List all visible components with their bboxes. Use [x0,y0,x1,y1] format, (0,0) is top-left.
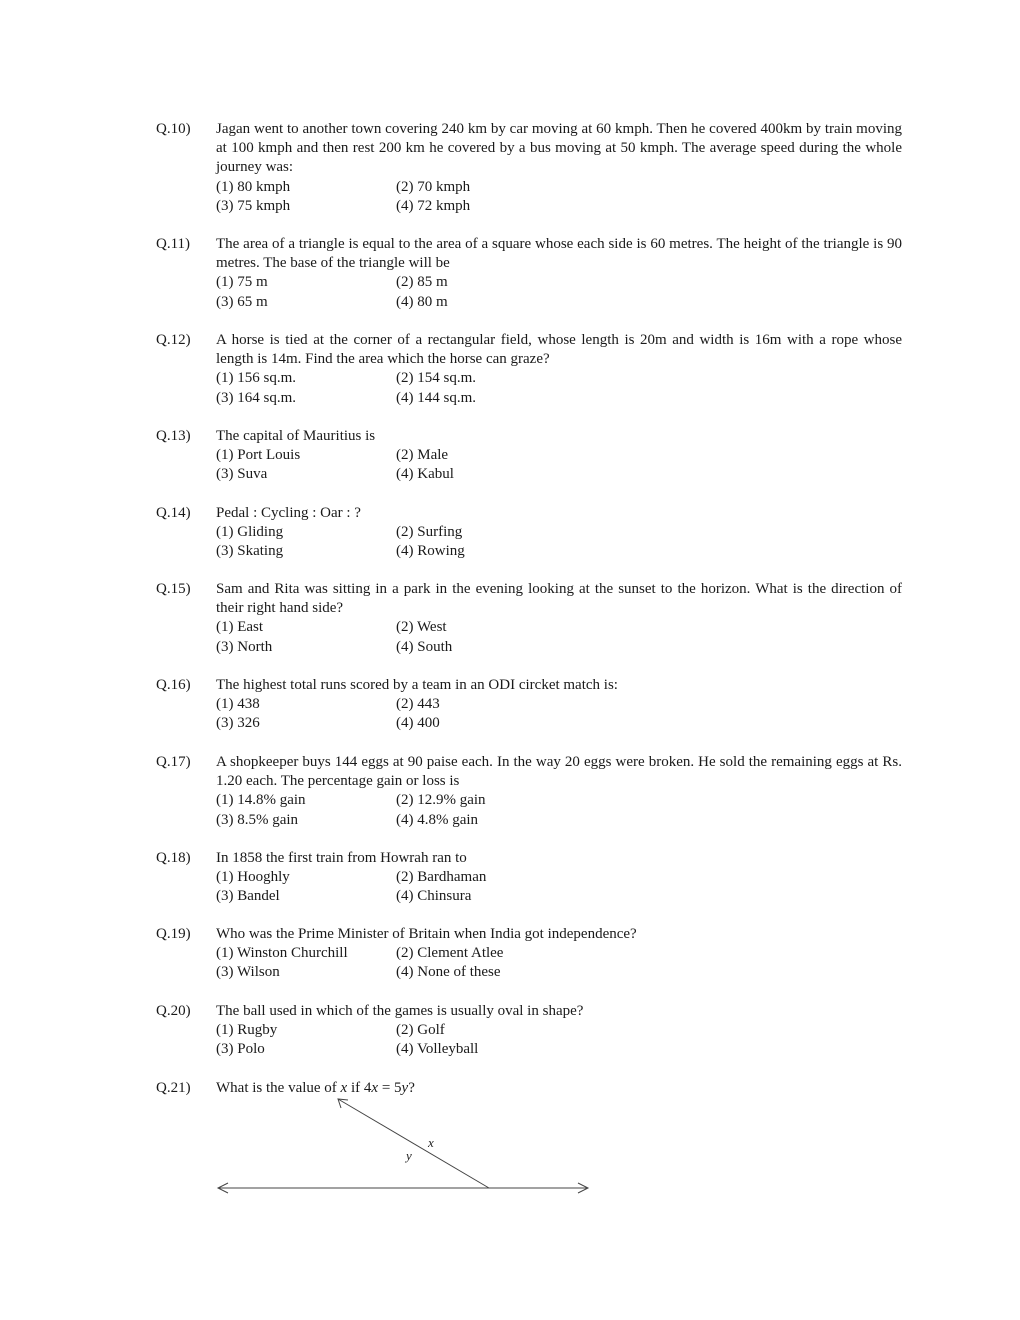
question-14 [156,504,902,562]
question-10 [156,120,902,216]
angle-diagram [214,1094,594,1194]
option-1: (1) 75 m [216,274,268,291]
question-number: Q.11) [156,236,191,252]
question-number: Q.19) [156,926,191,942]
text-part: ? [408,1080,415,1096]
option-4: (4) 80 m [396,293,448,310]
angle-diagram-svg [214,1094,594,1194]
question-number: Q.13) [156,428,191,444]
question-text: Pedal : Cycling : Oar : ? [216,505,361,521]
question-number: Q.10) [156,121,191,137]
question-16 [156,676,902,734]
option-4: (4) 72 kmph [396,197,471,214]
option-4: (4) Chinsura [396,888,472,905]
question-11 [156,235,902,312]
option-2: (2) 70 kmph [396,178,471,195]
option-1: (1) 438 [216,696,260,713]
option-1: (1) East [216,619,264,636]
question-text: The highest total runs scored by a team in an ODI circket match is: [216,677,618,693]
angle-label-y: y [406,1148,412,1163]
angle-label-x: x [428,1135,434,1150]
question-text: Jagan went to another town covering 240 km by car moving at 60 kmph. Then he covered 400km by train moving at 100 kmph and then rest 200 km he covered by a bus moving at 50 kmph. The average speed during the whole journey was: [216,121,902,176]
option-2: (2) Clement Atlee [396,945,504,962]
option-3: (3) 65 m [216,293,268,310]
option-3: (3) 164 sq.m. [216,389,296,406]
question-18 [156,849,902,907]
question-text: The capital of Mauritius is [216,428,376,444]
options [216,446,902,484]
question-text: A horse is tied at the corner of a rectangular field, whose length is 20m and width is 16m with a rope whose length is 14m. Find the area which the horse can graze? [216,332,902,368]
question-text: In 1858 the first train from Howrah ran to [216,850,467,866]
question-number: Q.21) [156,1080,191,1096]
option-1: (1) 156 sq.m. [216,370,296,387]
text-part: What is the value of [216,1080,341,1096]
option-1: (1) 80 kmph [216,178,291,195]
question-number: Q.15) [156,581,191,597]
option-3: (3) 75 kmph [216,197,291,214]
options [216,944,902,982]
option-2: (2) West [396,619,447,636]
option-3: (3) Bandel [216,888,280,905]
option-2: (2) Surfing [396,524,463,541]
question-number: Q.18) [156,850,191,866]
options [216,791,902,829]
option-4: (4) Kabul [396,466,454,483]
option-1: (1) Rugby [216,1022,278,1039]
question-number: Q.12) [156,332,191,348]
option-4: (4) Volleyball [396,1041,479,1058]
option-4: (4) South [396,638,453,655]
slanted-ray [338,1099,489,1188]
question-13 [156,427,902,485]
option-2: (2) 12.9% gain [396,792,486,809]
option-1: (1) 14.8% gain [216,792,306,809]
option-3: (3) North [216,638,273,655]
options [216,695,902,733]
question-number: Q.17) [156,754,191,770]
options [216,868,902,906]
question-20 [156,1002,902,1060]
question-12 [156,331,902,408]
question-number: Q.14) [156,505,191,521]
question-text: The ball used in which of the games is usually oval in shape? [216,1003,584,1019]
option-2: (2) 85 m [396,274,448,291]
question-text: A shopkeeper buys 144 eggs at 90 paise each. In the way 20 eggs were broken. He sold the remaining eggs at Rs. 1.20 each. The percentage gain or loss is [216,754,902,790]
option-4: (4) Rowing [396,543,465,560]
text-part: if 4 [347,1080,372,1096]
question-19 [156,925,902,983]
option-3: (3) 8.5% gain [216,811,299,828]
question-number: Q.20) [156,1003,191,1019]
options [216,1021,902,1059]
option-2: (2) Golf [396,1022,445,1039]
option-3: (3) 326 [216,715,260,732]
option-3: (3) Polo [216,1041,265,1058]
text-part: = 5 [378,1080,402,1096]
option-1: (1) Gliding [216,524,284,541]
options [216,178,902,216]
options [216,369,902,407]
option-4: (4) 144 sq.m. [396,389,476,406]
option-1: (1) Hooghly [216,869,290,886]
question-text: The area of a triangle is equal to the area of a square whose each side is 60 metres. The height of the triangle is 90 metres. The base of the triangle will be [216,236,902,272]
option-4: (4) 4.8% gain [396,811,479,828]
variable-y: y [401,1080,409,1096]
option-3: (3) Skating [216,543,284,560]
question-text: Sam and Rita was sitting in a park in the evening looking at the sunset to the horizon. What is the direction of their right hand side? [216,581,902,617]
variable-x: x [371,1080,379,1096]
option-4: (4) None of these [396,964,501,981]
option-2: (2) 154 sq.m. [396,370,476,387]
option-3: (3) Wilson [216,964,280,981]
option-1: (1) Port Louis [216,447,301,464]
question-17 [156,753,902,830]
option-2: (2) Male [396,447,449,464]
option-2: (2) 443 [396,696,440,713]
options [216,523,902,561]
option-4: (4) 400 [396,715,440,732]
variable-x: x [340,1080,348,1096]
option-3: (3) Suva [216,466,268,483]
option-2: (2) Bardhaman [396,869,487,886]
options [216,618,902,656]
option-1: (1) Winston Churchill [216,945,348,962]
question-number: Q.16) [156,677,191,693]
question-15 [156,580,902,657]
question-text: Who was the Prime Minister of Britain when India got independence? [216,926,637,942]
options [216,273,902,311]
